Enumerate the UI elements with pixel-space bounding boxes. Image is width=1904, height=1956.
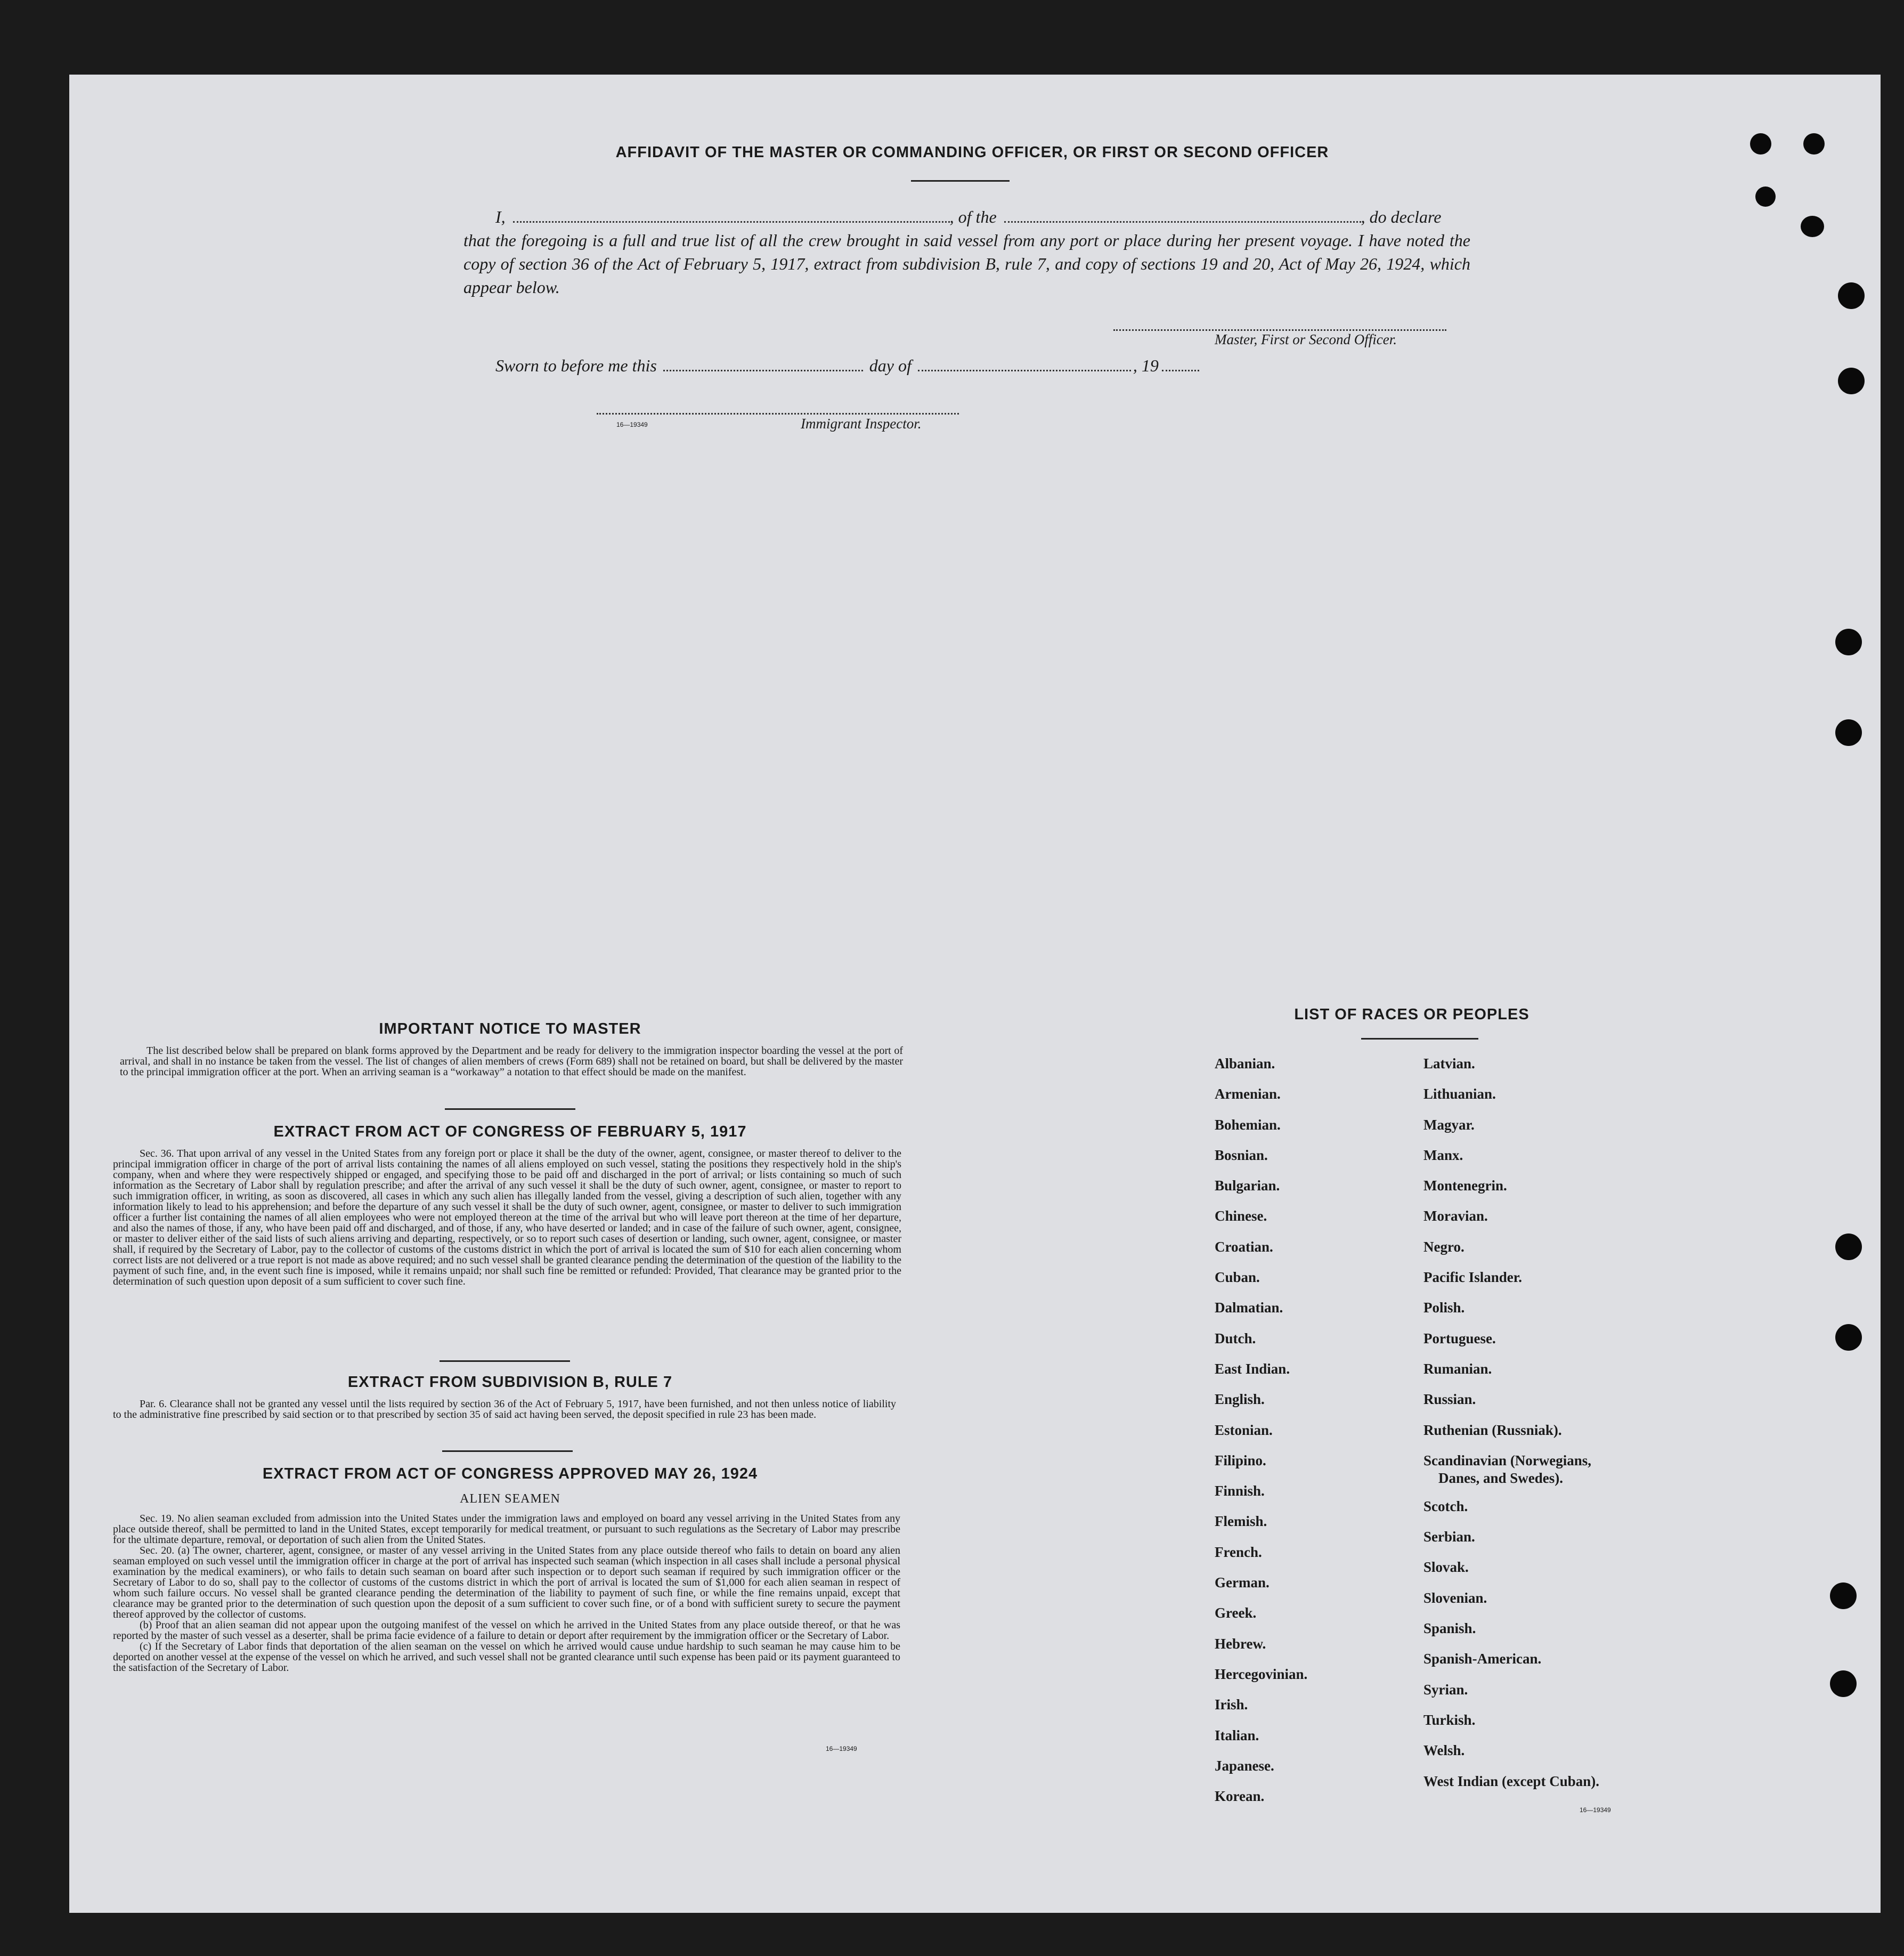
race-item: Syrian. [1423, 1681, 1468, 1698]
race-item: Greek. [1215, 1605, 1257, 1621]
sec-20c-paragraph: (c) If the Secretary of Labor finds that deportation of the alien seaman on the vessel on which he arrived would cause undue hardship to such seaman he may cause him to be deported on another vessel at the expense of the vessel on which he arrived, and such vessel shall not be granted clearance until such expense has been paid or its payment guaranteed to the satisfaction of the Secretary of Labor. [113, 1641, 900, 1674]
race-item: Dutch. [1215, 1330, 1256, 1346]
race-item: Lithuanian. [1423, 1086, 1496, 1102]
race-item: Serbian. [1423, 1529, 1475, 1545]
vessel-field[interactable] [1004, 221, 1361, 223]
race-item: Polish. [1423, 1300, 1465, 1316]
race-item: Slovenian. [1423, 1589, 1487, 1606]
race-item: Spanish-American. [1423, 1651, 1542, 1667]
sec-19-paragraph: Sec. 19. No alien seaman excluded from admission into the United States under the immigration laws and employed on board any vessel arriving in the United States from any place outside thereof, shall be permitted to land in the United States, except temporarily for medical treatment, or pursuant to such regulations as the Secretary of Labor may prescribe for the ultimate departure, removal, or deportation of such alien from the United States. [113, 1513, 900, 1546]
sworn-year-field[interactable] [1162, 370, 1199, 371]
race-item: Russian. [1423, 1391, 1476, 1408]
race-item: Armenian. [1215, 1086, 1281, 1102]
rule7-text [113, 1399, 896, 1420]
sworn-month-field[interactable] [918, 370, 1131, 371]
race-item: Japanese. [1215, 1757, 1274, 1774]
affidavit-of-the: , of the [949, 207, 997, 226]
divider [445, 1108, 575, 1110]
binder-hole [1835, 1233, 1862, 1260]
affidavit-i: I, [495, 207, 506, 226]
race-item: Hercegovinian. [1215, 1666, 1308, 1682]
punch-mark [1750, 133, 1771, 155]
binder-hole [1838, 282, 1865, 309]
binder-hole [1838, 368, 1865, 394]
punch-mark [1755, 186, 1776, 207]
race-item: English. [1215, 1391, 1265, 1408]
sworn-prefix: Sworn to before me this [495, 356, 657, 375]
race-item: Ruthenian (Russniak). [1423, 1422, 1562, 1438]
extract-1917-title: EXTRACT FROM ACT OF CONGRESS OF FEBRUARY 5, 1917 [273, 1123, 747, 1140]
race-item: German. [1215, 1574, 1270, 1591]
race-item: Dalmatian. [1215, 1300, 1283, 1316]
extract-1917-text [113, 1148, 901, 1287]
race-item: Korean. [1215, 1788, 1265, 1805]
race-item: Pacific Islander. [1423, 1269, 1522, 1286]
race-item: Chinese. [1215, 1208, 1267, 1224]
notice-title: IMPORTANT NOTICE TO MASTER [379, 1020, 641, 1037]
divider [911, 180, 1010, 182]
affidavit-title: AFFIDAVIT OF THE MASTER OR COMMANDING OFFICER, OR FIRST OR SECOND OFFICER [615, 144, 1329, 161]
race-item: Manx. [1423, 1147, 1463, 1163]
race-item: Turkish. [1423, 1711, 1476, 1728]
binder-hole [1830, 1582, 1857, 1609]
race-item: Italian. [1215, 1727, 1259, 1743]
race-item: Cuban. [1215, 1269, 1260, 1286]
affidavit-body [463, 205, 1470, 299]
master-signature-label: Master, First or Second Officer. [1215, 331, 1397, 347]
race-item: Montenegrin. [1423, 1178, 1507, 1194]
notice-paragraph: The list described below shall be prepared on blank forms approved by the Department and be ready for delivery to the immigration inspector boarding the vessel at the port of arrival, and shall in no instance be taken from the vessel. The list of changes of alien members of crews (Form 689) shall not be retained on board, but shall be delivered by the master to the principal immigration officer at the port. When an arriving seaman is a “workaway” a notation to that effect should be made on the manifest. [120, 1045, 903, 1078]
extract-1924-text [113, 1513, 900, 1673]
race-item: Bosnian. [1215, 1147, 1268, 1163]
inspector-signature-line[interactable] [597, 413, 959, 415]
race-item: Irish. [1215, 1697, 1248, 1713]
notice-text [120, 1045, 903, 1077]
form-number-left: 16—19349 [826, 1745, 857, 1752]
sec-20b-paragraph: (b) Proof that an alien seaman did not appear upon the outgoing manifest of the vessel on which he arrived in the United States from any place outside thereof, or that he was reported by the master of such vessel as a deserter, shall be prima facie evidence of a failure to detain or deport after requirement by the immigration officer or the Secretary of Labor. [113, 1619, 900, 1642]
rule7-title: EXTRACT FROM SUBDIVISION B, RULE 7 [347, 1374, 673, 1391]
form-number-top: 16—19349 [616, 421, 648, 428]
divider [1361, 1038, 1478, 1040]
race-item: Danes, and Swedes). [1438, 1470, 1564, 1486]
race-item: Bohemian. [1215, 1116, 1281, 1133]
races-column-1 [1215, 1049, 1307, 1812]
binder-hole [1830, 1670, 1857, 1697]
punch-mark [1803, 133, 1825, 155]
race-item: Finnish. [1215, 1483, 1265, 1499]
sworn-day-of: day of [869, 356, 912, 375]
races-column-2 [1423, 1049, 1599, 1797]
affidavit-declare: , do declare [1361, 207, 1442, 226]
race-item: Rumanian. [1423, 1360, 1492, 1377]
name-field[interactable] [513, 221, 950, 223]
races-title: LIST OF RACES OR PEOPLES [1294, 1006, 1529, 1023]
race-item: Filipino. [1215, 1452, 1266, 1468]
race-item: West Indian (except Cuban). [1423, 1773, 1600, 1789]
form-number-right: 16—19349 [1580, 1806, 1611, 1814]
sworn-day-field[interactable] [663, 370, 863, 371]
punch-mark [1801, 216, 1824, 237]
race-item: Croatian. [1215, 1238, 1273, 1255]
race-item: Estonian. [1215, 1422, 1273, 1438]
binder-hole [1835, 629, 1862, 655]
race-item: Scandinavian (Norwegians, [1423, 1452, 1592, 1468]
affidavit-statement: that the foregoing is a full and true list of all the crew brought in said vessel from any port or place during her present voyage. I have noted the copy of section 36 of the Act of February 5, 1917, extract from subdivision B, rule 7, and copy of sections 19 and 20, Act of May 26, 1924, which appear below. [463, 231, 1470, 297]
race-item: Welsh. [1423, 1742, 1465, 1759]
extract-1924-title: EXTRACT FROM ACT OF CONGRESS APPROVED MAY 26, 1924 [262, 1465, 758, 1482]
race-item: Albanian. [1215, 1056, 1275, 1072]
race-item: Latvian. [1423, 1056, 1475, 1072]
master-signature-line[interactable] [1113, 329, 1446, 331]
divider [442, 1450, 573, 1452]
rule7-paragraph: Par. 6. Clearance shall not be granted any vessel until the lists required by section 36 of the Act of February 5, 1917, have been furnished, and not then unless notice of liability to the administrative fine prescribed by said section or to that prescribed by section 35 of said act having been served, the deposit specified in rule 23 has been made. [113, 1398, 896, 1421]
race-item: French. [1215, 1544, 1262, 1560]
divider [440, 1360, 570, 1362]
race-item: Negro. [1423, 1238, 1464, 1255]
race-item: Moravian. [1423, 1208, 1488, 1224]
inspector-label: Immigrant Inspector. [801, 416, 922, 432]
race-item: Flemish. [1215, 1513, 1267, 1530]
binder-hole [1835, 719, 1862, 746]
race-item: Magyar. [1423, 1116, 1475, 1133]
race-item: East Indian. [1215, 1360, 1290, 1377]
sworn-year-prefix: , 19 [1133, 356, 1159, 375]
extract-1917-paragraph: Sec. 36. That upon arrival of any vessel in the United States from any foreign port or place it shall be the duty of the owner, agent, consignee, or master thereof to deliver to the principal immigration officer in charge of the port of arrival lists containing the names of all aliens employed on such vessel, stating the positions they respectively hold in the ship's company, when and where they were respectively shipped or engaged, and specifying those to be paid off and discharged in the port of arrival; or lists containing so much of such information as the Secretary of Labor shall by regulation prescribe; and after the arrival of any such vessel it shall be the duty of such owner, agent, consignee, or master to report to such immigration officer, in writing, as soon as discovered, all cases in which any such alien has illegally landed from the vessel, giving a description of such alien, together with any information likely to lead to his apprehension; and before the departure of any such vessel it shall be the duty of such owner, agent, consignee, or master to deliver to such immigration officer a further list containing the names of all alien employees who were not employed thereon at the time of the arrival but who will leave port thereon at the time of her departure, and also the names of those, if any, who have been paid off and discharged, and of those, if any, who have deserted or landed; and in case of the failure of such owner, agent, consignee, or master to deliver either of the said lists of such aliens arriving and departing, respectively, or so to report such cases of desertion or landing, such owner, agent, consignee, or master shall, if required by the Secretary of Labor, pay to the collector of customs of the customs district in which the port of arrival is located the sum of $10 for each alien concerning whom correct lists are not delivered or a true report is not made as above required; and no such vessel shall be granted clearance pending the determination of the question of the liability to the payment of such fine, and, in the event such fine is imposed, while it remains unpaid; nor shall such fine be remitted or refunded: Provided, That clearance may be granted prior to the determination of such question upon deposit of a sum sufficient to cover such fine. [113, 1148, 901, 1287]
race-item: Hebrew. [1215, 1635, 1266, 1652]
sec-20a-paragraph: Sec. 20. (a) The owner, charterer, agent, consignee, or master of any vessel arriving in the United States from any place outside thereof who fails to detain on board any alien seaman employed on such vessel until the immigration officer in charge at the port of arrival has inspected such seaman (which inspection in all cases shall include a personal physical examination by the medical examiners), or who fails to detain such seaman on board after such inspection or to deport such seaman if required by such immigration officer or the Secretary of Labor to do so, shall pay to the collector of customs of the customs district in which the port of arrival is located the sum of $1,000 for each alien seaman in respect of whom such failure occurs. No vessel shall be granted clearance pending the determination of the liability to payment of such fine, or while the fine remains unpaid, except that clearance may be granted prior to the determination of such question upon the deposit of a sum sufficient to cover such fine, or of a bond with sufficient surety to secure the payment thereof approved by the collector of customs. [113, 1545, 900, 1620]
alien-seamen-subtitle: ALIEN SEAMEN [460, 1492, 560, 1506]
binder-hole [1835, 1324, 1862, 1351]
race-item: Spanish. [1423, 1620, 1476, 1637]
race-item: Scotch. [1423, 1498, 1468, 1514]
sworn-line [495, 356, 1199, 376]
race-item: Slovak. [1423, 1559, 1469, 1576]
race-item: Portuguese. [1423, 1330, 1496, 1346]
race-item: Bulgarian. [1215, 1178, 1280, 1194]
